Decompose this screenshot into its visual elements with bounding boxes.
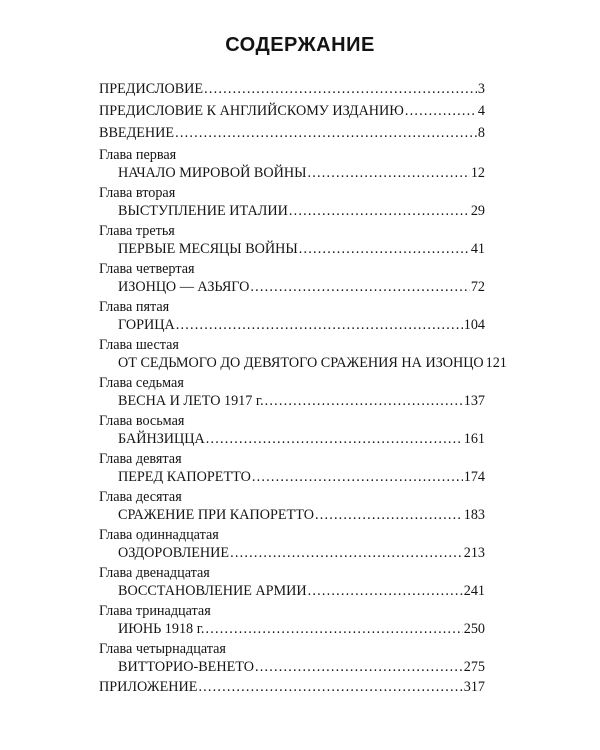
dot-leader	[205, 620, 462, 638]
toc-entry-page-number: 104	[463, 317, 485, 333]
toc-entry[interactable]	[99, 678, 485, 696]
page-title: СОДЕРЖАНИЕ	[225, 34, 375, 56]
toc-entry-page-number: 8	[477, 125, 485, 141]
toc-entry-title: БАЙНЗИЦЦА	[118, 431, 205, 447]
toc-entry-page-number: 213	[463, 545, 485, 561]
toc-entry[interactable]	[118, 316, 485, 334]
toc-entry-page-number: 72	[470, 279, 485, 295]
toc-entry-page-number: 41	[470, 241, 485, 257]
toc-entry-title: ВВЕДЕНИЕ	[99, 125, 175, 141]
chapter-label: Глава третья	[99, 223, 175, 239]
dot-leader	[405, 102, 477, 120]
toc-entry-page-number: 137	[463, 393, 485, 409]
dot-leader	[176, 316, 463, 334]
dot-leader	[250, 278, 469, 296]
toc-entry-title: ИЮНЬ 1918 г.	[118, 621, 205, 637]
toc-entry-page-number: 317	[463, 679, 485, 695]
toc-entry[interactable]	[118, 354, 507, 372]
toc-entry-page-number: 275	[463, 659, 485, 675]
toc-entry-page-number: 183	[463, 507, 485, 523]
toc-entry-page-number: 12	[470, 165, 485, 181]
toc-entry-page-number: 161	[463, 431, 485, 447]
dot-leader	[315, 506, 463, 524]
toc-entry-title: ИЗОНЦО — АЗЬЯГО	[118, 279, 250, 295]
dot-leader	[289, 202, 470, 220]
chapter-label: Глава четырнадцатая	[99, 641, 226, 657]
toc-entry-title: ВИТТОРИО-ВЕНЕТО	[118, 659, 254, 675]
toc-entry-title: ГОРИЦА	[118, 317, 175, 333]
chapter-label: Глава вторая	[99, 185, 176, 201]
chapter-label: Глава восьмая	[99, 413, 185, 429]
chapter-label: Глава пятая	[99, 299, 170, 315]
toc-entry[interactable]	[118, 202, 485, 220]
toc-entry-title: НАЧАЛО МИРОВОЙ ВОЙНЫ	[118, 165, 307, 181]
toc-entry[interactable]	[118, 430, 485, 448]
dot-leader	[307, 164, 469, 182]
chapter-label: Глава шестая	[99, 337, 179, 353]
toc-entry[interactable]	[118, 278, 485, 296]
toc-entry-title: ПЕРЕД КАПОРЕТТО	[118, 469, 251, 485]
dot-leader	[308, 582, 463, 600]
dot-leader	[265, 392, 463, 410]
dot-leader	[204, 80, 477, 98]
dot-leader	[230, 544, 463, 562]
toc-entry-page-number: 4	[477, 103, 485, 119]
dot-leader	[255, 658, 463, 676]
toc-entry[interactable]	[118, 582, 485, 600]
chapter-label: Глава тринадцатая	[99, 603, 211, 619]
toc-entry[interactable]	[118, 164, 485, 182]
toc-entry[interactable]	[118, 240, 485, 258]
toc-entry-page-number: 3	[477, 81, 485, 97]
toc-entry-page-number: 250	[463, 621, 485, 637]
toc-entry[interactable]	[99, 80, 485, 98]
toc-entry[interactable]	[118, 468, 485, 486]
dot-leader	[206, 430, 463, 448]
toc-entry-title: ВОССТАНОВЛЕНИЕ АРМИИ	[118, 583, 307, 599]
toc-entry-page-number: 121	[485, 355, 507, 371]
chapter-label: Глава седьмая	[99, 375, 184, 391]
dot-leader	[252, 468, 463, 486]
dot-leader	[175, 124, 477, 142]
toc-entry[interactable]	[118, 506, 485, 524]
toc-entry-title: СРАЖЕНИЕ ПРИ КАПОРЕТТО	[118, 507, 314, 523]
chapter-label: Глава двенадцатая	[99, 565, 210, 581]
chapter-label: Глава десятая	[99, 489, 182, 505]
toc-entry[interactable]	[118, 544, 485, 562]
toc-entry-title: ПРИЛОЖЕНИЕ	[99, 679, 198, 695]
toc-entry[interactable]	[99, 124, 485, 142]
toc-entry[interactable]	[99, 102, 485, 120]
toc-entry[interactable]	[118, 620, 485, 638]
toc-entry-title: ПРЕДИСЛОВИЕ К АНГЛИЙСКОМУ ИЗДАНИЮ	[99, 103, 404, 119]
toc-entry-title: ОТ СЕДЬМОГО ДО ДЕВЯТОГО СРАЖЕНИЯ НА ИЗОНЦО	[118, 355, 484, 371]
toc-entry-page-number: 174	[463, 469, 485, 485]
toc-entry[interactable]	[118, 392, 485, 410]
toc-entry-title: ПЕРВЫЕ МЕСЯЦЫ ВОЙНЫ	[118, 241, 298, 257]
toc-entry-page-number: 241	[463, 583, 485, 599]
dot-leader	[198, 678, 462, 696]
chapter-label: Глава четвертая	[99, 261, 195, 277]
toc-entry-title: ВЕСНА И ЛЕТО 1917 г.	[118, 393, 264, 409]
toc-entry[interactable]	[118, 658, 485, 676]
toc-entry-title: ОЗДОРОВЛЕНИЕ	[118, 545, 230, 561]
chapter-label: Глава одиннадцатая	[99, 527, 219, 543]
toc-entry-title: ПРЕДИСЛОВИЕ	[99, 81, 204, 97]
toc-entry-page-number: 29	[470, 203, 485, 219]
dot-leader	[299, 240, 470, 258]
chapter-label: Глава девятая	[99, 451, 182, 467]
toc-entry-title: ВЫСТУПЛЕНИЕ ИТАЛИИ	[118, 203, 288, 219]
chapter-label: Глава первая	[99, 147, 177, 163]
